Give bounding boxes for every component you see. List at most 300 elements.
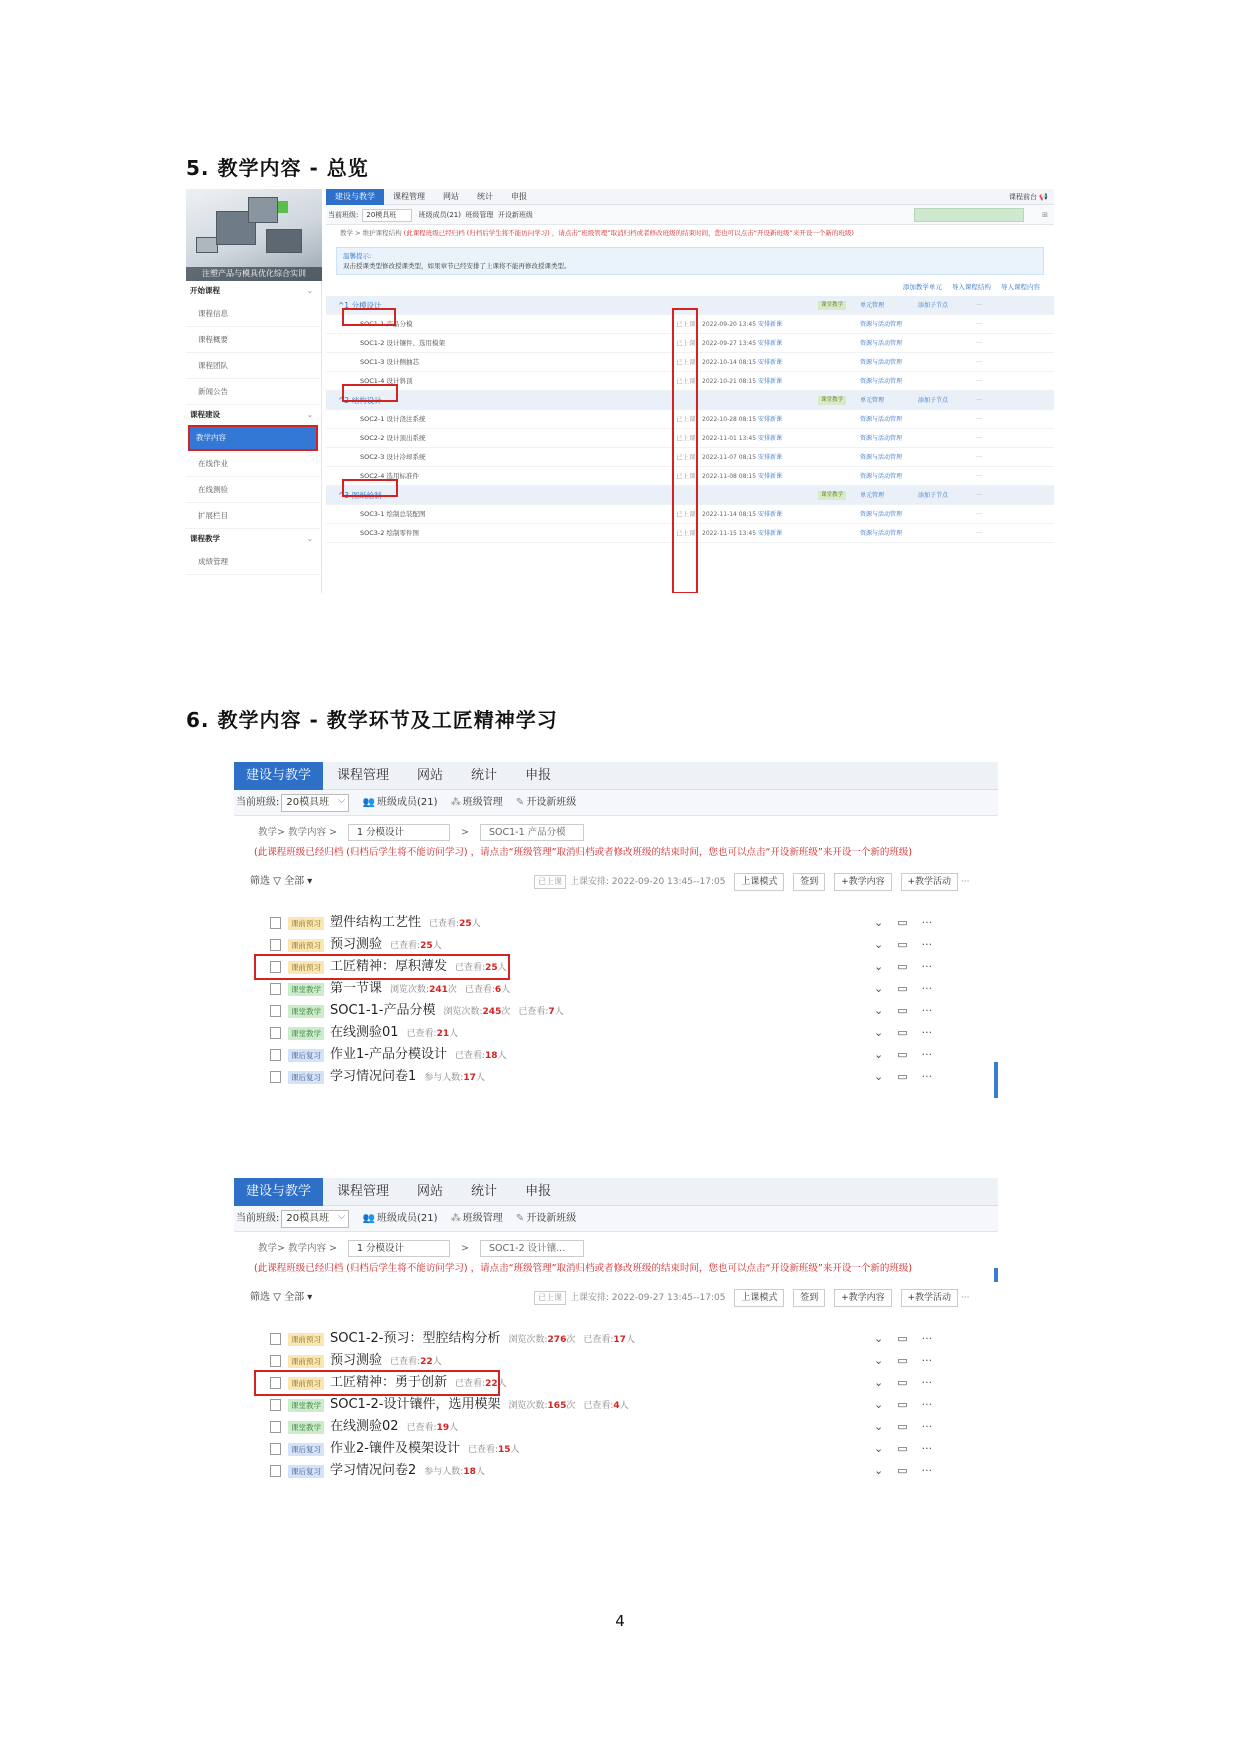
more-icon[interactable]: ··· <box>921 1026 933 1039</box>
new-class-link[interactable]: ✎ 开设新班级 <box>515 1213 577 1224</box>
item-title[interactable]: 作业2-镶件及模架设计 <box>330 1441 460 1456</box>
list-item[interactable]: 课前预习 工匠精神：厚积薄发 已查看:25人 ⌄ ▭ ··· <box>234 956 998 978</box>
more-icon[interactable]: ··· <box>976 510 983 518</box>
tab-website[interactable]: 网站 <box>443 192 459 201</box>
more-icon[interactable]: ··· <box>976 301 983 309</box>
new-class-link[interactable]: ✎ 开设新班级 <box>515 797 577 808</box>
add-child-link[interactable]: 添加子节点 <box>918 302 949 309</box>
more-icon[interactable]: ··· <box>921 1420 933 1433</box>
section-6-heading <box>186 704 558 733</box>
lesson-label: SOC1-1 产品分模 <box>360 320 413 328</box>
document-icon <box>270 1027 281 1039</box>
arrange-class-link[interactable]: 安排新课 <box>758 340 783 347</box>
menu-item[interactable]: 在线测验 <box>186 477 321 503</box>
document-icon <box>270 1005 281 1017</box>
class-label: 当前班级: <box>236 797 280 808</box>
document-icon <box>270 1049 281 1061</box>
nav-tab[interactable]: 统计 <box>471 768 498 783</box>
document-icon <box>270 1465 281 1477</box>
lesson-status: 已上课 <box>676 320 696 328</box>
stage-badge: 课前预习 <box>288 1333 324 1346</box>
lesson-label: SOC2-2 设计顶出系统 <box>360 434 426 442</box>
comment-icon[interactable]: ▭ <box>897 982 908 995</box>
nav-tab[interactable]: 建设与教学 <box>234 762 323 790</box>
chevron-down-icon[interactable]: ⌄ <box>306 410 313 419</box>
filter-bar: 筛选 ▽ 全部 ▾ 已上课 上课安排: 2022-09-27 13:45--17:05 上课模式 签到 +教学内容 +教学活动 ··· <box>234 1286 998 1310</box>
unit-manage-link[interactable]: 单元管理 <box>860 492 885 499</box>
resource-manage-link[interactable]: 资源与活动管理 <box>860 530 903 537</box>
lesson-label: SOC1-2 设计镶件、选用模架 <box>360 339 445 347</box>
add-child-link[interactable]: 添加子节点 <box>918 492 949 499</box>
tab-course-manage[interactable]: 课程管理 <box>393 192 425 201</box>
unit-manage-link[interactable]: 单元管理 <box>860 302 885 309</box>
item-title[interactable]: 预习测验 <box>330 1353 383 1368</box>
filter-bar: 筛选 ▽ 全部 ▾ 已上课 上课安排: 2022-09-20 13:45--17:05 上课模式 签到 +教学内容 +教学活动 ··· <box>234 870 998 894</box>
more-icon[interactable]: ··· <box>976 491 983 499</box>
more-icon[interactable]: ··· <box>960 877 970 887</box>
highlight-craftsman-item <box>254 1370 500 1396</box>
item-title[interactable]: 工匠精神：厚积薄发 <box>330 959 448 974</box>
resource-manage-link[interactable]: 资源与活动管理 <box>860 435 903 442</box>
more-icon[interactable]: ··· <box>976 320 983 328</box>
more-icon[interactable]: ··· <box>921 938 933 951</box>
list-item[interactable]: 课堂教学 在线测验02 已查看:19人 ⌄ ▭ ··· <box>234 1416 998 1438</box>
comment-icon[interactable]: ▭ <box>897 938 908 951</box>
chevron-down-icon[interactable]: ⌄ <box>874 1070 884 1083</box>
resource-manage-link[interactable]: 资源与活动管理 <box>860 454 903 461</box>
arrange-class-link[interactable]: 安排新课 <box>758 473 783 480</box>
section-title: 教学内容 - 总览 <box>217 156 369 180</box>
teach-type-badge: 课堂教学 <box>818 491 846 500</box>
nav-tab[interactable]: 统计 <box>471 1184 498 1199</box>
chevron-down-icon[interactable]: ⌄ <box>874 960 884 973</box>
comment-icon[interactable]: ▭ <box>897 1376 908 1389</box>
class-bar <box>234 1206 998 1232</box>
stage-badge: 课堂教学 <box>288 1005 324 1018</box>
import-structure-button[interactable]: 导入课程结构 <box>951 283 991 291</box>
new-class-link[interactable]: 开设新班级 <box>497 211 533 219</box>
lesson-status: 已上课 <box>676 415 696 423</box>
section-select[interactable]: SOC1-2 设计镶... <box>480 1240 584 1257</box>
item-title[interactable]: SOC1-1-产品分模 <box>330 1003 436 1018</box>
lesson-status: 已上课 <box>676 377 696 385</box>
lesson-status: 已上课 <box>676 434 696 442</box>
chapter-select[interactable]: 1 分模设计 <box>348 824 450 841</box>
chevron-down-icon[interactable]: ⌄ <box>874 1376 884 1389</box>
lesson-date: 2022-10-21 08:15 <box>702 378 757 385</box>
lesson-status: 已上课 <box>676 453 696 461</box>
item-title[interactable]: 学习情况问卷1 <box>330 1069 417 1084</box>
filter-icon[interactable]: ▽ <box>273 1292 281 1303</box>
resource-manage-link[interactable]: 资源与活动管理 <box>860 359 903 366</box>
archive-warning: (此课程班级已经归档 (归档后学生将不能访问学习) ，请点击“班级管理”取消归档或者修改班级的结束时间，您也可以点击“开设新班级”来开设一个新的班级) <box>403 229 854 237</box>
more-icon[interactable]: ··· <box>976 415 983 423</box>
sign-in-button[interactable]: 签到 <box>793 1289 825 1307</box>
breadcrumb-path[interactable]: 教学 > 维护课程结构 <box>340 229 402 237</box>
stage-badge: 课前预习 <box>288 1355 324 1368</box>
breadcrumb <box>326 225 1054 241</box>
filter-icon[interactable]: ▽ <box>273 876 281 887</box>
menu-item[interactable]: 新闻公告 <box>186 379 321 405</box>
page-number: 4 <box>615 1612 625 1630</box>
chevron-down-icon[interactable]: ⌄ <box>874 1442 884 1455</box>
lesson-label: SOC2-4 选用标准件 <box>360 472 419 480</box>
document-icon <box>270 1399 281 1411</box>
nav-tab[interactable]: 申报 <box>525 1184 552 1199</box>
comment-icon[interactable]: ▭ <box>897 1332 908 1345</box>
section-select[interactable]: SOC1-1 产品分模 <box>480 824 584 841</box>
stage-badge: 课前预习 <box>288 1377 324 1390</box>
arrange-class-link[interactable]: 安排新课 <box>758 511 783 518</box>
more-icon[interactable]: ··· <box>921 1070 933 1083</box>
teach-type-badge: 课堂教学 <box>818 396 846 405</box>
class-bar <box>326 205 1054 225</box>
filter-label[interactable]: 筛选 <box>250 876 270 887</box>
resource-manage-link[interactable]: 资源与活动管理 <box>860 340 903 347</box>
lesson-status: 已上课 <box>676 510 696 518</box>
more-icon[interactable]: ··· <box>976 434 983 442</box>
chevron-down-icon[interactable]: ⌄ <box>874 1398 884 1411</box>
class-select[interactable]: 20模具班 <box>362 209 412 222</box>
breadcrumb-path[interactable]: 教学> 教学内容 <box>258 827 326 838</box>
add-unit-button[interactable]: 添加教学单元 <box>902 283 942 291</box>
list-item[interactable]: 课堂教学 SOC1-2-设计镶件，选用模架 浏览次数:165次 已查看:4人 ⌄ ▭ ··· <box>234 1394 998 1416</box>
arrange-class-link[interactable]: 安排新课 <box>758 435 783 442</box>
lesson-label: SOC1-3 设计侧抽芯 <box>360 358 419 366</box>
menu-item[interactable]: 扩展栏目 <box>186 503 321 529</box>
stage-badge: 课后复习 <box>288 1071 324 1084</box>
schedule-text: 上课安排: 2022-09-20 13:45--17:05 <box>570 877 726 887</box>
chevron-down-icon[interactable]: ⌄ <box>874 1004 884 1017</box>
item-title[interactable]: 作业1-产品分模设计 <box>330 1047 447 1062</box>
list-item[interactable]: 课后复习 作业1-产品分模设计 已查看:18人 ⌄ ▭ ··· <box>234 1044 998 1066</box>
stage-badge: 课堂教学 <box>288 1399 324 1412</box>
class-bar <box>234 790 998 816</box>
course-front-link[interactable]: 课程前台 <box>1009 193 1038 201</box>
overview-main <box>326 189 1054 593</box>
lesson-label: SOC1-4 设计斜顶 <box>360 377 413 385</box>
stage-badge: 课前预习 <box>288 939 324 952</box>
more-icon[interactable]: ··· <box>921 1442 933 1455</box>
item-title[interactable]: 塑件结构工艺性 <box>330 915 422 930</box>
lesson-date: 2022-10-28 08:15 <box>702 416 757 423</box>
chapter-label: ^1 分模设计 <box>338 301 382 310</box>
class-icon: ✎ <box>515 797 525 808</box>
scrollbar[interactable] <box>994 1062 998 1098</box>
list-item[interactable]: 课后复习 学习情况问卷2 参与人数:18人 ⌄ ▭ ··· <box>234 1460 998 1482</box>
chevron-down-icon[interactable]: ⌄ <box>874 1354 884 1367</box>
more-icon[interactable]: ··· <box>976 339 983 347</box>
list-item[interactable]: 课前预习 预习测验 已查看:22人 ⌄ ▭ ··· <box>234 1350 998 1372</box>
archive-warning: (此课程班级已经归档 (归档后学生将不能访问学习) ，请点击“班级管理”取消归档或者修改班级的结束时间，您也可以点击“开设新班级”来开设一个新的班级) <box>254 1263 913 1274</box>
section-title: 教学内容 - 教学环节及工匠精神学习 <box>217 708 558 732</box>
users-icon: 👥 <box>362 1213 376 1224</box>
highlight-chapter-2 <box>342 384 398 402</box>
item-title[interactable]: SOC1-2-设计镶件，选用模架 <box>330 1397 501 1412</box>
resource-manage-link[interactable]: 资源与活动管理 <box>860 511 903 518</box>
nav-tab[interactable]: 课程管理 <box>337 1184 390 1199</box>
list-item[interactable]: 课堂教学 在线测验01 已查看:21人 ⌄ ▭ ··· <box>234 1022 998 1044</box>
more-icon[interactable]: ··· <box>976 472 983 480</box>
document-icon <box>270 1421 281 1433</box>
resource-manage-link[interactable]: 资源与活动管理 <box>860 416 903 423</box>
add-content-button[interactable]: +教学内容 <box>834 873 892 891</box>
filter-label[interactable]: 筛选 <box>250 1292 270 1303</box>
comment-icon[interactable]: ▭ <box>897 1354 908 1367</box>
more-icon[interactable]: ··· <box>921 1048 933 1061</box>
class-mode-button[interactable]: 上课模式 <box>734 1289 784 1307</box>
list-item[interactable]: 课堂教学 第一节课 浏览次数:241次 已查看:6人 ⌄ ▭ ··· <box>234 978 998 1000</box>
chevron-down-icon[interactable]: ⌄ <box>874 1332 884 1345</box>
unit-manage-link[interactable]: 单元管理 <box>860 397 885 404</box>
class-mode-button[interactable]: 上课模式 <box>734 873 784 891</box>
teach-type-badge: 课堂教学 <box>818 301 846 310</box>
more-icon[interactable]: ··· <box>976 396 983 404</box>
more-icon[interactable]: ··· <box>921 916 933 929</box>
menu-group[interactable]: 课程建设 ⌄ <box>186 405 321 425</box>
filter-all-select[interactable]: 全部 <box>284 1292 305 1303</box>
stage-badge: 课堂教学 <box>288 983 324 996</box>
class-label: 当前班级: <box>236 1213 280 1224</box>
stage-badge: 课后复习 <box>288 1443 324 1456</box>
chapter-label: ^3-图纸绘制 <box>338 491 382 500</box>
lesson-status: 已上课 <box>676 472 696 480</box>
chevron-down-icon[interactable]: ⌄ <box>874 1464 884 1477</box>
comment-icon[interactable]: ▭ <box>897 1420 908 1433</box>
highlight-status-column <box>672 308 698 593</box>
more-icon[interactable]: ··· <box>976 453 983 461</box>
search-input[interactable] <box>914 208 1024 222</box>
highlight-craftsman-item <box>254 954 510 980</box>
more-icon[interactable]: ··· <box>921 1332 933 1345</box>
status-badge: 已上课 <box>534 1291 566 1305</box>
tip-text: 双击授课类型修改授课类型，如果章节已经安排了上课将不能再修改授课类型。 <box>343 262 571 270</box>
more-icon[interactable]: ··· <box>921 1354 933 1367</box>
top-nav <box>234 762 998 790</box>
list-item[interactable]: 课前预习 工匠精神：勇于创新 已查看:22人 ⌄ ▭ ··· <box>234 1372 998 1394</box>
item-title[interactable]: 预习测验 <box>330 937 383 952</box>
more-icon[interactable]: ··· <box>921 1398 933 1411</box>
org-icon: ⁂ <box>450 797 461 808</box>
list-item[interactable]: 课堂教学 SOC1-1-产品分模 浏览次数:245次 已查看:7人 ⌄ ▭ ··· <box>234 1000 998 1022</box>
document-icon <box>270 1333 281 1345</box>
more-icon[interactable]: ··· <box>921 1004 933 1017</box>
lesson-date: 2022-11-08 08:15 <box>702 473 757 480</box>
list-item[interactable]: 课后复习 学习情况问卷1 参与人数:17人 ⌄ ▭ ··· <box>234 1066 998 1088</box>
section-5-heading <box>186 152 369 181</box>
document-icon <box>270 917 281 929</box>
list-item[interactable]: 课后复习 作业2-镶件及模架设计 已查看:15人 ⌄ ▭ ··· <box>234 1438 998 1460</box>
more-icon[interactable]: ··· <box>960 1293 970 1303</box>
lesson-screenshot-1 <box>234 762 998 1110</box>
lesson-date: 2022-11-07 08:15 <box>702 454 757 461</box>
menu-item[interactable]: 在线作业 <box>186 451 321 477</box>
item-title[interactable]: 第一节课 <box>330 981 383 996</box>
more-icon[interactable]: ··· <box>921 1464 933 1477</box>
lesson-status: 已上课 <box>676 529 696 537</box>
document-icon <box>270 939 281 951</box>
nav-tab[interactable]: 课程管理 <box>337 768 390 783</box>
lesson-status: 已上课 <box>676 339 696 347</box>
more-icon[interactable]: ··· <box>921 960 933 973</box>
item-title[interactable]: 在线测验01 <box>330 1025 399 1040</box>
item-title[interactable]: 学习情况问卷2 <box>330 1463 417 1478</box>
comment-icon[interactable]: ▭ <box>897 1070 908 1083</box>
comment-icon[interactable]: ▭ <box>897 1004 908 1017</box>
class-select[interactable]: 20模具班 ⌵ <box>281 794 349 812</box>
archive-warning: (此课程班级已经归档 (归档后学生将不能访问学习) ，请点击“班级管理”取消归档或者修改班级的结束时间，您也可以点击“开设新班级”来开设一个新的班级) <box>254 847 913 858</box>
more-icon[interactable]: ··· <box>921 982 933 995</box>
scrollbar[interactable] <box>994 1268 998 1282</box>
menu-group[interactable]: 开始课程 ⌄ <box>186 281 321 301</box>
chevron-down-icon[interactable]: ⌄ <box>874 916 884 929</box>
item-title[interactable]: 在线测验02 <box>330 1419 399 1434</box>
class-manage-link[interactable]: ⁂ 班级管理 <box>450 797 503 808</box>
document-icon <box>270 1355 281 1367</box>
resource-manage-link[interactable]: 资源与活动管理 <box>860 473 903 480</box>
chapter-select[interactable]: 1 分模设计 <box>348 1240 450 1257</box>
course-cover-image <box>186 189 322 281</box>
lesson-date: 2022-11-15 13:45 <box>702 530 757 537</box>
arrange-class-link[interactable]: 安排新课 <box>758 321 783 328</box>
lesson-status: 已上课 <box>676 358 696 366</box>
menu-item[interactable]: 课程团队 <box>186 353 321 379</box>
lesson-date: 2022-10-14 08:15 <box>702 359 757 366</box>
list-item[interactable]: 课前预习 SOC1-2-预习：型腔结构分析 浏览次数:276次 已查看:17人 ⌄ ▭ ··· <box>234 1328 998 1350</box>
status-badge: 已上课 <box>534 875 566 889</box>
megaphone-icon[interactable]: 📢 <box>1039 193 1048 201</box>
stage-badge: 课堂教学 <box>288 1421 324 1434</box>
add-activity-button[interactable]: +教学活动 <box>901 873 959 891</box>
comment-icon[interactable]: ▭ <box>897 1398 908 1411</box>
lesson-date: 2022-11-14 08:15 <box>702 511 757 518</box>
add-activity-button[interactable]: +教学活动 <box>901 1289 959 1307</box>
class-icon: ✎ <box>515 1213 525 1224</box>
content-list <box>234 912 998 1088</box>
lesson-label: SOC3-1 绘制总装配图 <box>360 510 426 518</box>
menu-item[interactable]: 成绩管理 <box>186 549 321 575</box>
chevron-down-icon[interactable]: ⌄ <box>874 1048 884 1061</box>
chevron-down-icon[interactable]: ⌄ <box>874 1420 884 1433</box>
list-item[interactable]: 课前预习 塑件结构工艺性 已查看:25人 ⌄ ▭ ··· <box>234 912 998 934</box>
chevron-down-icon[interactable]: ⌄ <box>306 286 313 295</box>
filter-all-select[interactable]: 全部 <box>284 876 305 887</box>
import-content-button[interactable]: 导入课程内容 <box>1001 283 1040 291</box>
users-icon: 👥 <box>362 797 376 808</box>
list-item[interactable]: 课前预习 预习测验 已查看:25人 ⌄ ▭ ··· <box>234 934 998 956</box>
chevron-down-icon[interactable]: ⌄ <box>874 1026 884 1039</box>
tab-stats[interactable]: 统计 <box>477 192 493 201</box>
arrange-class-link[interactable]: 安排新课 <box>758 359 783 366</box>
lesson-label: SOC2-3 设计冷却系统 <box>360 453 426 461</box>
content-list <box>234 1328 998 1482</box>
menu-item[interactable]: 课程信息 <box>186 301 321 327</box>
course-sidebar <box>186 189 322 593</box>
section-number: 6. <box>186 708 210 732</box>
chevron-down-icon[interactable]: ⌄ <box>306 534 313 543</box>
stage-badge: 课前预习 <box>288 917 324 930</box>
arrange-class-link[interactable]: 安排新课 <box>758 454 783 461</box>
more-icon[interactable]: ··· <box>976 377 983 385</box>
chevron-down-icon[interactable]: ⌄ <box>874 938 884 951</box>
document-icon <box>270 1443 281 1455</box>
comment-icon[interactable]: ▭ <box>897 916 908 929</box>
nav-tab[interactable]: 建设与教学 <box>234 1178 323 1206</box>
lesson-label: SOC3-2 绘制零件图 <box>360 529 419 537</box>
nav-tab[interactable]: 网站 <box>417 1184 444 1199</box>
stage-badge: 课堂教学 <box>288 1027 324 1040</box>
comment-icon[interactable]: ▭ <box>897 1048 908 1061</box>
breadcrumb-path[interactable]: 教学> 教学内容 <box>258 1243 326 1254</box>
tab-build-teach[interactable]: 建设与教学 <box>326 189 384 205</box>
comment-icon[interactable]: ▭ <box>897 1442 908 1455</box>
comment-icon[interactable]: ▭ <box>897 960 908 973</box>
top-nav <box>326 189 1054 205</box>
menu-item[interactable]: 教学内容 <box>186 425 321 451</box>
comment-icon[interactable]: ▭ <box>897 1464 908 1477</box>
add-content-button[interactable]: +教学内容 <box>834 1289 892 1307</box>
document-icon <box>270 983 281 995</box>
breadcrumb: 教学> 教学内容 > 1 分模设计 > SOC1-1 产品分模 <box>234 822 998 844</box>
arrange-class-link[interactable]: 安排新课 <box>758 530 783 537</box>
item-title[interactable]: 工匠精神：勇于创新 <box>330 1375 448 1390</box>
stage-badge: 课前预习 <box>288 961 324 974</box>
stage-badge: 课后复习 <box>288 1049 324 1062</box>
sign-in-button[interactable]: 签到 <box>793 873 825 891</box>
resource-manage-link[interactable]: 资源与活动管理 <box>860 378 903 385</box>
item-title[interactable]: SOC1-2-预习：型腔结构分析 <box>330 1331 501 1346</box>
breadcrumb: 教学> 教学内容 > 1 分模设计 > SOC1-2 设计镶... <box>234 1238 998 1260</box>
structure-actions <box>326 278 1054 296</box>
menu-group[interactable]: 课程教学 ⌄ <box>186 529 321 549</box>
schedule-text: 上课安排: 2022-09-27 13:45--17:05 <box>570 1293 726 1303</box>
nav-tab[interactable]: 网站 <box>417 768 444 783</box>
members-link[interactable]: 👥 班级成员(21) <box>362 1213 438 1224</box>
resource-manage-link[interactable]: 资源与活动管理 <box>860 321 903 328</box>
lesson-label: SOC2-1 设计浇注系统 <box>360 415 426 423</box>
chapter-label: ^2-结构设计 <box>338 396 382 405</box>
highlight-chapter-3 <box>342 479 398 497</box>
tab-apply[interactable]: 申报 <box>511 192 527 201</box>
stage-badge: 课后复习 <box>288 1465 324 1478</box>
class-select[interactable]: 20模具班 ⌵ <box>281 1210 349 1228</box>
class-label: 当前班级: <box>328 211 359 219</box>
grid-icon[interactable]: ⊞ <box>1042 211 1048 219</box>
add-child-link[interactable]: 添加子节点 <box>918 397 949 404</box>
course-title: 注塑产品与模具优化综合实训 <box>186 267 322 281</box>
menu-item[interactable]: 课程概要 <box>186 327 321 353</box>
more-icon[interactable]: ··· <box>976 529 983 537</box>
section-number: 5. <box>186 156 210 180</box>
members-link[interactable]: 👥 班级成员(21) <box>362 797 438 808</box>
more-icon[interactable]: ··· <box>921 1376 933 1389</box>
class-manage-link[interactable]: ⁂ 班级管理 <box>450 1213 503 1224</box>
arrange-class-link[interactable]: 安排新课 <box>758 378 783 385</box>
comment-icon[interactable]: ▭ <box>897 1026 908 1039</box>
org-icon: ⁂ <box>450 1213 461 1224</box>
lesson-screenshot-2 <box>234 1178 998 1508</box>
class-manage-link[interactable]: 班级管理 <box>465 211 494 219</box>
more-icon[interactable]: ··· <box>976 358 983 366</box>
highlight-chapter-1 <box>342 308 396 326</box>
tip-title: 温馨提示: <box>343 252 372 260</box>
members-link[interactable]: 班级成员(21) <box>418 211 461 219</box>
chevron-down-icon[interactable]: ⌄ <box>874 982 884 995</box>
arrange-class-link[interactable]: 安排新课 <box>758 416 783 423</box>
overview-screenshot <box>186 189 1054 593</box>
nav-tab[interactable]: 申报 <box>525 768 552 783</box>
tip-box <box>336 247 1044 275</box>
